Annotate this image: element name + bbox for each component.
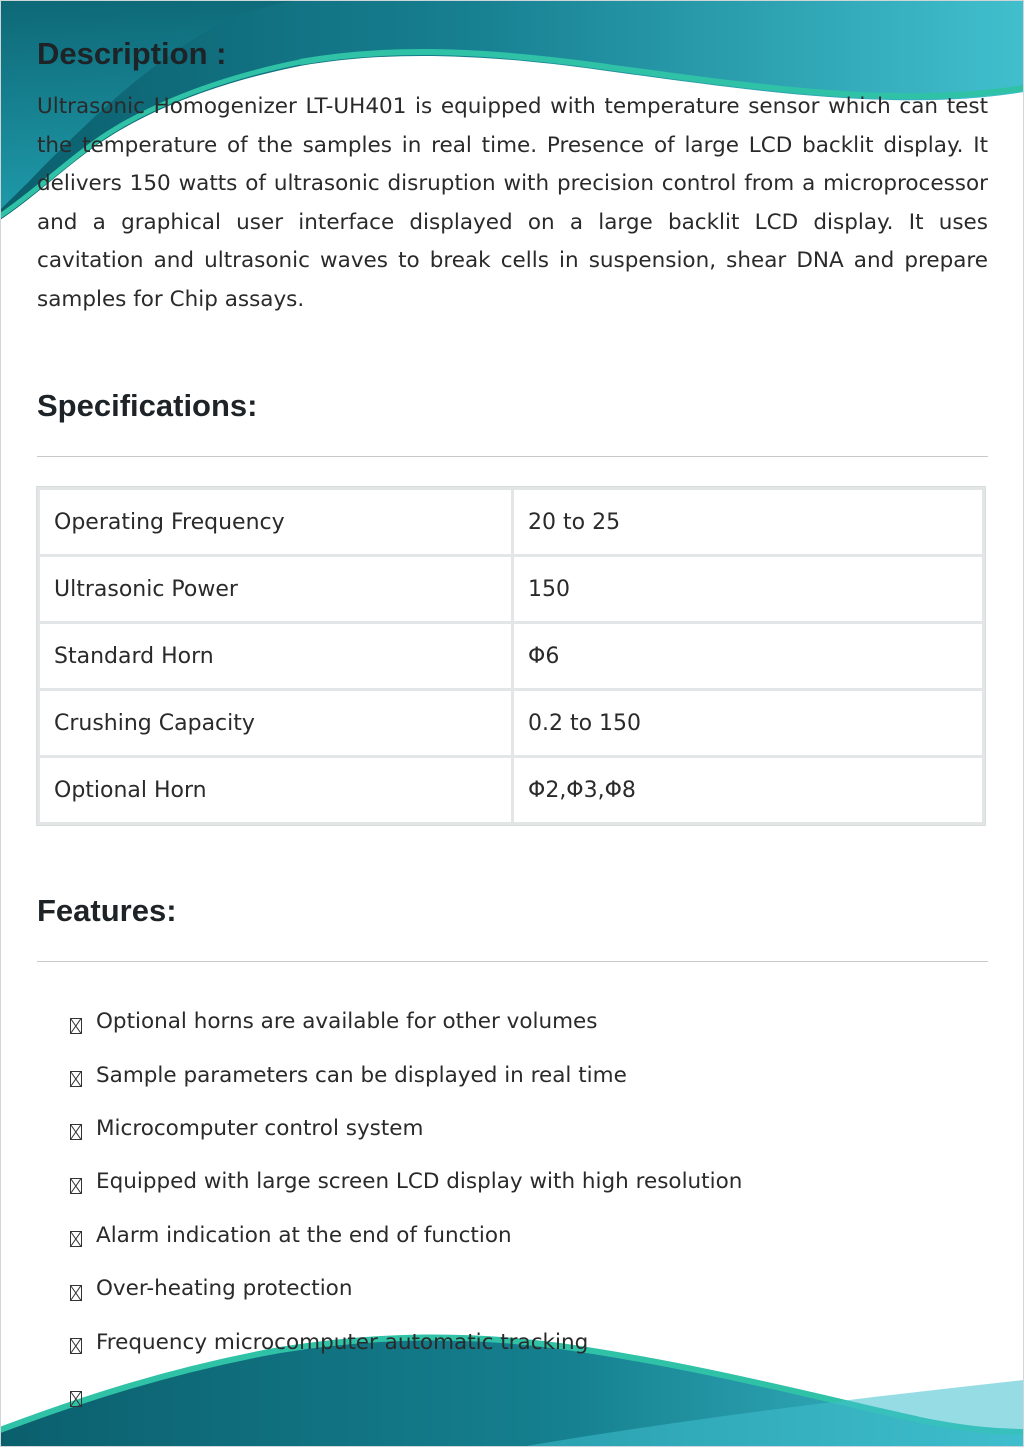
checkbox-x-icon (70, 1285, 82, 1301)
checkbox-x-icon (70, 1391, 82, 1407)
features-list (70, 995, 742, 1422)
feature-text: Frequency microcomputer automatic tracking (96, 1329, 589, 1355)
checkbox-x-icon (70, 1231, 82, 1247)
checkbox-x-icon (70, 1018, 82, 1034)
spec-value: Φ6 (514, 624, 982, 688)
description-heading: Description : (37, 36, 227, 71)
checkbox-x-icon (70, 1338, 82, 1354)
spec-label: Operating Frequency (40, 490, 511, 554)
checkbox-x-icon (70, 1071, 82, 1087)
feature-text: Alarm indication at the end of function (96, 1222, 512, 1248)
table-row (40, 624, 982, 688)
list-item (70, 1315, 742, 1368)
spec-value: 0.2 to 150 (514, 691, 982, 755)
list-item (70, 1209, 742, 1262)
feature-text: Equipped with large screen LCD display with high resolution (96, 1169, 743, 1195)
feature-text: Optional horns are available for other volumes (96, 1009, 598, 1035)
table-row (40, 691, 982, 755)
list-item (70, 995, 742, 1048)
table-row (40, 557, 982, 621)
spec-label: Optional Horn (40, 758, 511, 822)
list-item (70, 1155, 742, 1208)
spec-value: Φ2,Φ3,Φ8 (514, 758, 982, 822)
description-paragraph: Ultrasonic Homogenizer LT-UH401 is equipped with temperature sensor which can test the temperature of the samples in real time. Presence of large LCD backlit display. It delivers 150 watts of ultrasonic disruption with precision control from a microprocessor and a graphical user interface displayed on a large backlit LCD display. It uses cavitation and ultrasonic waves to break cells in suspension, shear DNA and prepare samples for Chip assays. (37, 94, 988, 312)
spec-label: Standard Horn (40, 624, 511, 688)
specifications-divider (37, 456, 988, 457)
feature-text: Sample parameters can be displayed in real time (96, 1062, 627, 1088)
spec-label: Crushing Capacity (40, 691, 511, 755)
list-item (70, 1262, 742, 1315)
feature-text: Over-heating protection (96, 1276, 353, 1302)
list-item (70, 1102, 742, 1155)
specifications-table (36, 486, 986, 826)
spec-value: 20 to 25 (514, 490, 982, 554)
table-row (40, 490, 982, 554)
feature-text: Microcomputer control system (96, 1115, 424, 1141)
features-divider (37, 961, 988, 962)
specifications-heading: Specifications: (37, 388, 258, 423)
list-item (70, 1048, 742, 1101)
spec-value: 150 (514, 557, 982, 621)
checkbox-x-icon (70, 1178, 82, 1194)
checkbox-x-icon (70, 1124, 82, 1140)
spec-label: Ultrasonic Power (40, 557, 511, 621)
features-heading: Features: (37, 893, 177, 928)
table-row (40, 758, 982, 822)
list-item (70, 1369, 742, 1422)
